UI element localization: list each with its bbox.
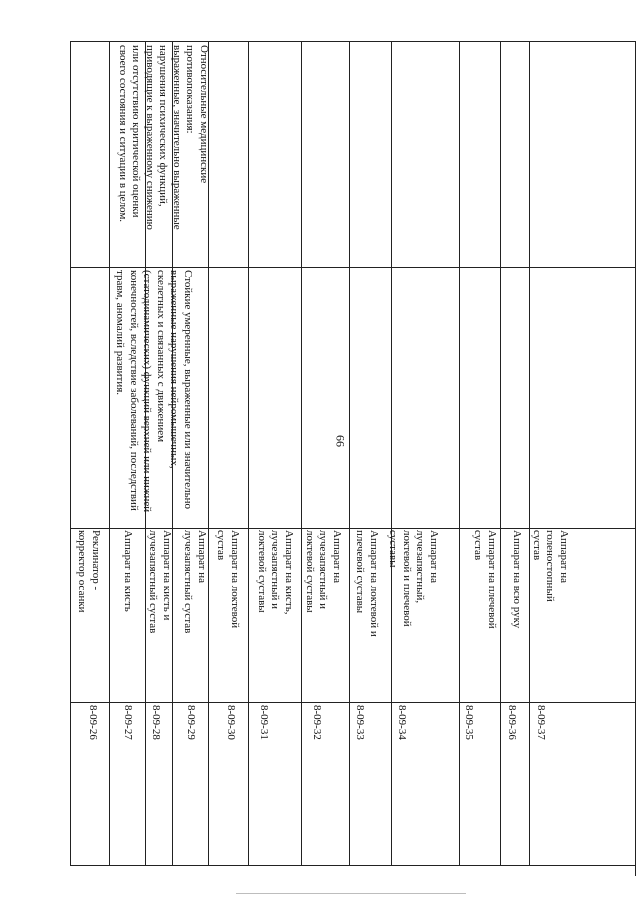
device-name: Аппарат на всю руку [511, 530, 523, 629]
row-code: 8-09-28 [150, 705, 162, 740]
device-name: Аппарат на плечевой сустав [472, 530, 498, 629]
device-name: Реклинатор - корректор осанки [76, 530, 102, 613]
row-separator [391, 41, 392, 866]
indications-text: Стойкие умеренные, выраженные или значительно выраженные нарушения нейромышечных, скелетных и связанных с движением (статодинамических) функций верхней или нижней конечностей, вследствие заболеваний, последствий травм, аномалий развития. [114, 270, 194, 513]
device-name: Аппарат на кисть, лучезапястный и локтевой суставы [256, 530, 295, 615]
contraindications-text: Относительные медицинские противопоказания: выраженные, значительно выраженные нарушения психических функций, приводящие к выраженному снижению или отсутствию критической оценки своего состояния и ситуации в целом. [117, 45, 210, 230]
device-name: Аппарат на кисть и лучезапястный сустав [147, 530, 173, 634]
device-name: Аппарат на локтевой и плечевой суставы [354, 530, 380, 637]
table-border-bottom [70, 865, 636, 866]
row-code: 8-09-33 [354, 705, 366, 740]
row-separator [500, 41, 501, 866]
row-code: 8-09-26 [87, 705, 99, 740]
row-separator [109, 41, 110, 866]
row-code: 8-09-37 [535, 705, 547, 740]
column-separator [70, 702, 636, 703]
table-border-right [635, 41, 636, 876]
row-separator [301, 41, 302, 866]
row-code: 8-09-27 [122, 705, 134, 740]
row-code: 8-09-29 [185, 705, 197, 740]
devices-table [70, 41, 636, 866]
row-code: 8-09-35 [463, 705, 475, 740]
page-number: 66 [333, 435, 348, 447]
row-separator [459, 41, 460, 866]
row-code: 8-09-34 [396, 705, 408, 740]
row-code: 8-09-32 [311, 705, 323, 740]
row-separator [529, 41, 530, 866]
row-separator [349, 41, 350, 866]
device-name: Аппарат на лучезапястный сустав [182, 530, 208, 634]
device-name: Аппарат на кисть [122, 530, 134, 612]
column-separator [70, 267, 636, 268]
row-code: 8-09-30 [225, 705, 237, 740]
device-name: Аппарат на локтевой сустав [215, 530, 241, 629]
row-separator [248, 41, 249, 866]
row-code: 8-09-36 [506, 705, 518, 740]
device-name: Аппарат на лучезапястный и локтевой суставы [304, 530, 343, 613]
row-code: 8-09-31 [258, 705, 270, 740]
column-separator [70, 528, 636, 529]
table-border-top [70, 41, 636, 42]
device-name: Аппарат на голеностопный сустав [531, 530, 570, 602]
device-name: Аппарат на лучезапястный, локтевой и плечевой суставы [387, 530, 440, 627]
table-border-left [70, 41, 71, 866]
scan-mark [236, 893, 466, 894]
